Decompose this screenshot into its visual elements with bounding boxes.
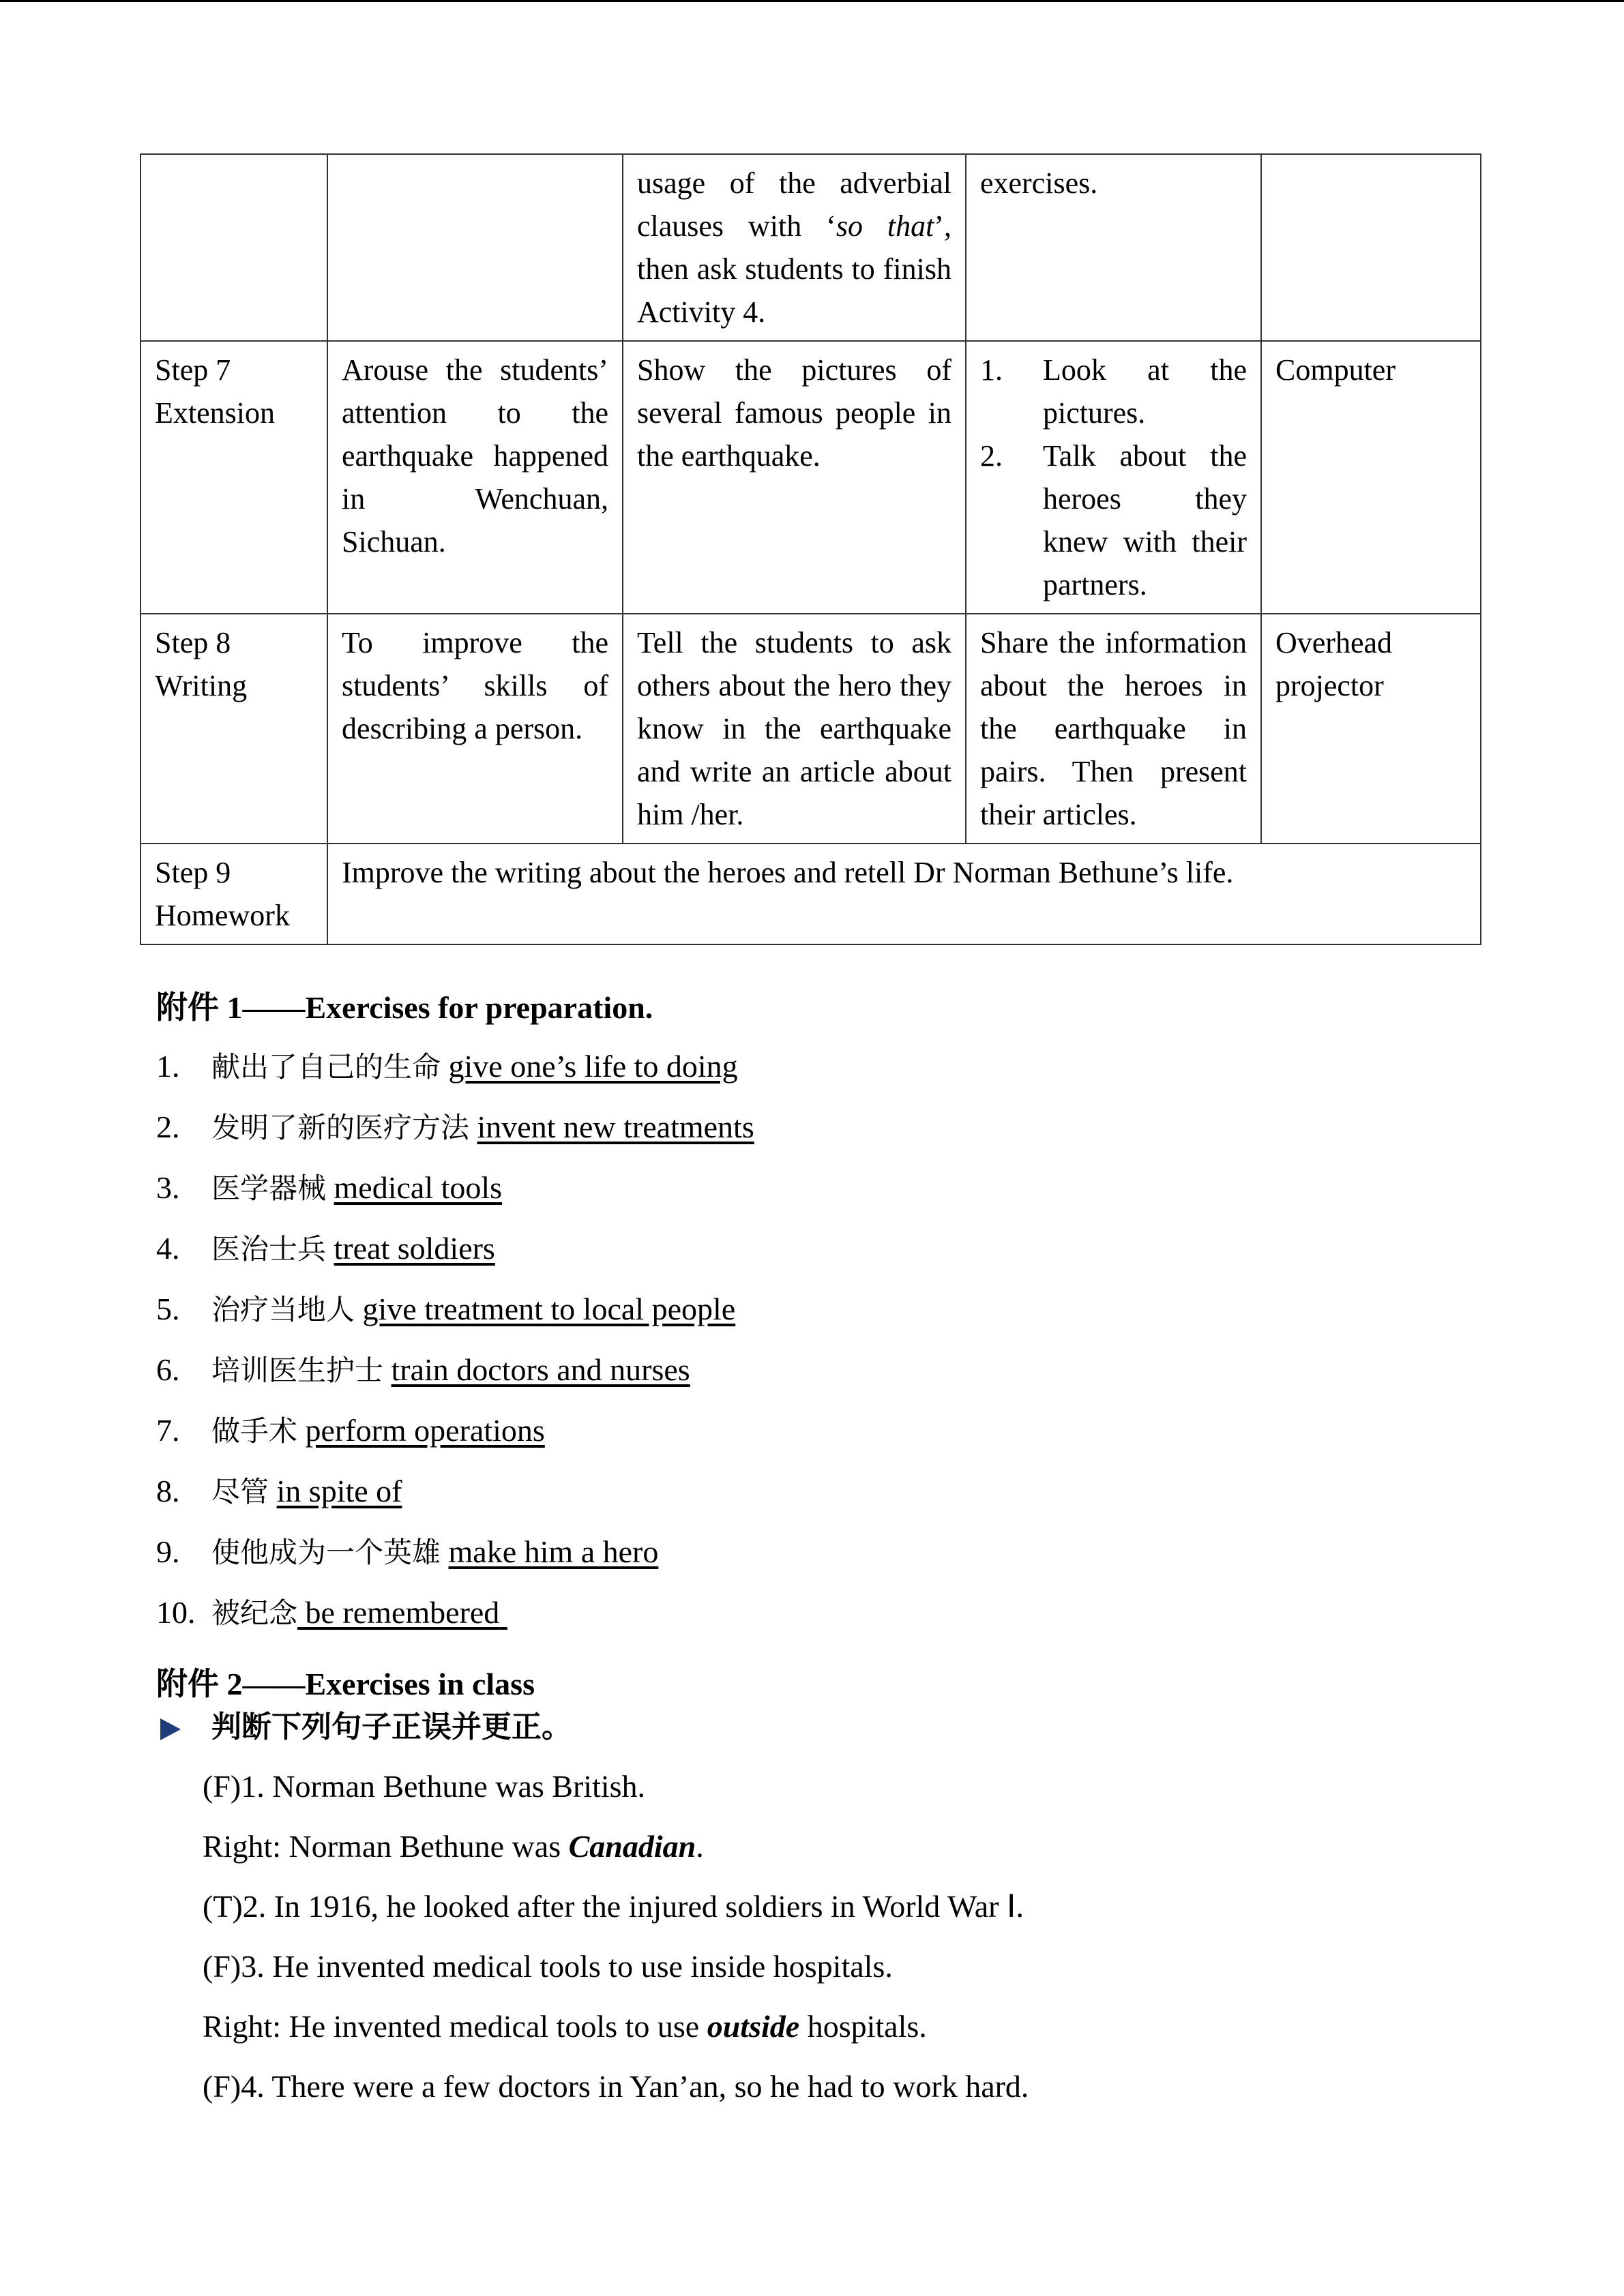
chinese-phrase: 做手术 [211,1414,298,1448]
english-answer: train doctors and nurses [391,1352,690,1387]
student-activity-cell: Share the information about the heroes in the earthquake in pairs. Then present their articles. [966,614,1261,844]
item-number: 2. [156,1109,180,1144]
step-cell [141,844,327,944]
list-item [140,1401,1480,1461]
aim-cell: Arouse the students’ attention to the earthquake happened in Wenchuan, Sichuan. [327,341,623,614]
correction-line [203,1817,1480,1877]
chinese-phrase: 被纪念 [211,1596,298,1630]
english-answer: perform operations [305,1413,545,1448]
student-activity-cell: exercises. [966,154,1261,341]
task-text: 判断下列句子正误并更正。 [211,1710,572,1744]
list-item [140,1158,1480,1219]
item-number: 9. [156,1534,180,1569]
item-number: 3. [156,1170,180,1205]
list-text: Talk about the heroes they knew with their partners. [1043,439,1247,601]
list-item [140,1583,1480,1643]
list-number: 2. [980,439,1003,473]
play-arrow-icon [160,1718,181,1740]
item-number: 8. [156,1474,180,1508]
correction-end: . [696,1829,704,1864]
list-number: 1. [980,353,1003,387]
correction-text: Right: Norman Bethune was [203,1829,569,1864]
list-item [980,434,1247,606]
step-name: Extension [155,396,275,430]
exercise-sentence: (T)2. In 1916, he looked after the injured soldiers in World War Ⅰ. [203,1889,1024,1924]
list-text: Look at the pictures. [1043,353,1247,430]
english-answer: make him a hero [448,1534,659,1569]
english-answer: invent new treatments [477,1109,754,1144]
step-number: Step 7 [155,353,231,387]
correction-text: Right: He invented medical tools to use [203,2009,707,2044]
step-cell [141,614,327,844]
english-answer: treat soldiers [334,1231,495,1266]
step-cell [141,341,327,614]
list-item [980,348,1247,434]
chinese-phrase: 医学器械 [211,1172,327,1205]
list-item [140,1279,1480,1340]
item-number: 10. [156,1595,196,1630]
english-answer: in spite of [276,1474,402,1508]
english-answer: medical tools [334,1170,503,1205]
exercise-sentence: (F)3. He invented medical tools to use inside hospitals. [203,1949,893,1984]
chinese-phrase: 发明了新的医疗方法 [211,1111,470,1144]
task-instruction [140,1705,1480,1750]
chinese-phrase: 使他成为一个英雄 [211,1536,441,1569]
list-item [140,1522,1480,1583]
english-answer: give treatment to local people [362,1292,736,1326]
list-item [140,1097,1480,1158]
correction-emphasis: outside [707,2009,800,2044]
chinese-phrase: 培训医生护士 [211,1354,384,1387]
item-number: 6. [156,1352,180,1387]
english-answer: give one’s life to doing [448,1049,738,1084]
aids-cell: Overhead projector [1261,614,1481,844]
homework-cell: Improve the writing about the heroes and retell Dr Norman Bethune’s life. [327,844,1481,944]
so-that-italic: so that [836,209,934,243]
aids-cell [1261,154,1481,341]
teacher-activity-cell: Show the pictures of several famous people in the earthquake. [623,341,966,614]
step-name: Homework [155,899,290,932]
teacher-activity-cell [623,154,966,341]
aids-cell: Computer [1261,341,1481,614]
item-number: 7. [156,1413,180,1448]
teacher-text-before: usage of the adverbial clauses with ‘ [637,166,951,243]
list-item [140,1219,1480,1279]
lesson-plan-table [140,153,1481,945]
step-cell [141,154,327,341]
table-row [141,341,1481,614]
exercise-sentence: (F)1. Norman Bethune was British. [203,1769,646,1804]
step-number: Step 9 [155,856,231,889]
list-item [140,1340,1480,1401]
exercise-sentence: (F)4. There were a few doctors in Yan’an, so he had to work hard. [203,2069,1029,2104]
table-row [141,154,1481,341]
chinese-phrase: 尽管 [211,1475,269,1508]
document-page [140,153,1480,2117]
student-activity-cell [966,341,1261,614]
aim-cell: To improve the students’ skills of describing a person. [327,614,623,844]
correction-emphasis: Canadian [568,1829,696,1864]
item-number: 4. [156,1231,180,1266]
chinese-phrase: 献出了自己的生命 [211,1050,441,1084]
chinese-phrase: 医治士兵 [211,1232,327,1266]
correction-end: hospitals. [799,2009,927,2044]
step-number: Step 8 [155,626,231,659]
english-answer [297,1595,507,1630]
item-number: 5. [156,1292,180,1326]
correction-line [203,1997,1480,2057]
teacher-activity-cell: Tell the students to ask others about the hero they know in the earthquake and write an article about him /her. [623,614,966,844]
step-name: Writing [155,669,248,702]
student-activity-list [980,348,1247,606]
aim-cell [327,154,623,341]
table-row [141,614,1481,844]
appendix1-title: 附件 1——Exercises for preparation. [156,990,653,1025]
exercise-lines [140,1757,1480,2117]
chinese-phrase: 治疗当地人 [211,1293,355,1326]
teacher-text-after: ’, then ask students to finish Activity 4. [637,209,951,329]
item-number: 1. [156,1049,180,1084]
appendix1-list [140,1037,1480,1643]
top-border-rule [0,0,1624,2]
list-item [140,1461,1480,1522]
list-item [140,1037,1480,1097]
appendix2-title: 附件 2——Exercises in class [156,1667,535,1701]
table-row [141,844,1481,944]
english-answer-text: be remembered [305,1595,500,1630]
